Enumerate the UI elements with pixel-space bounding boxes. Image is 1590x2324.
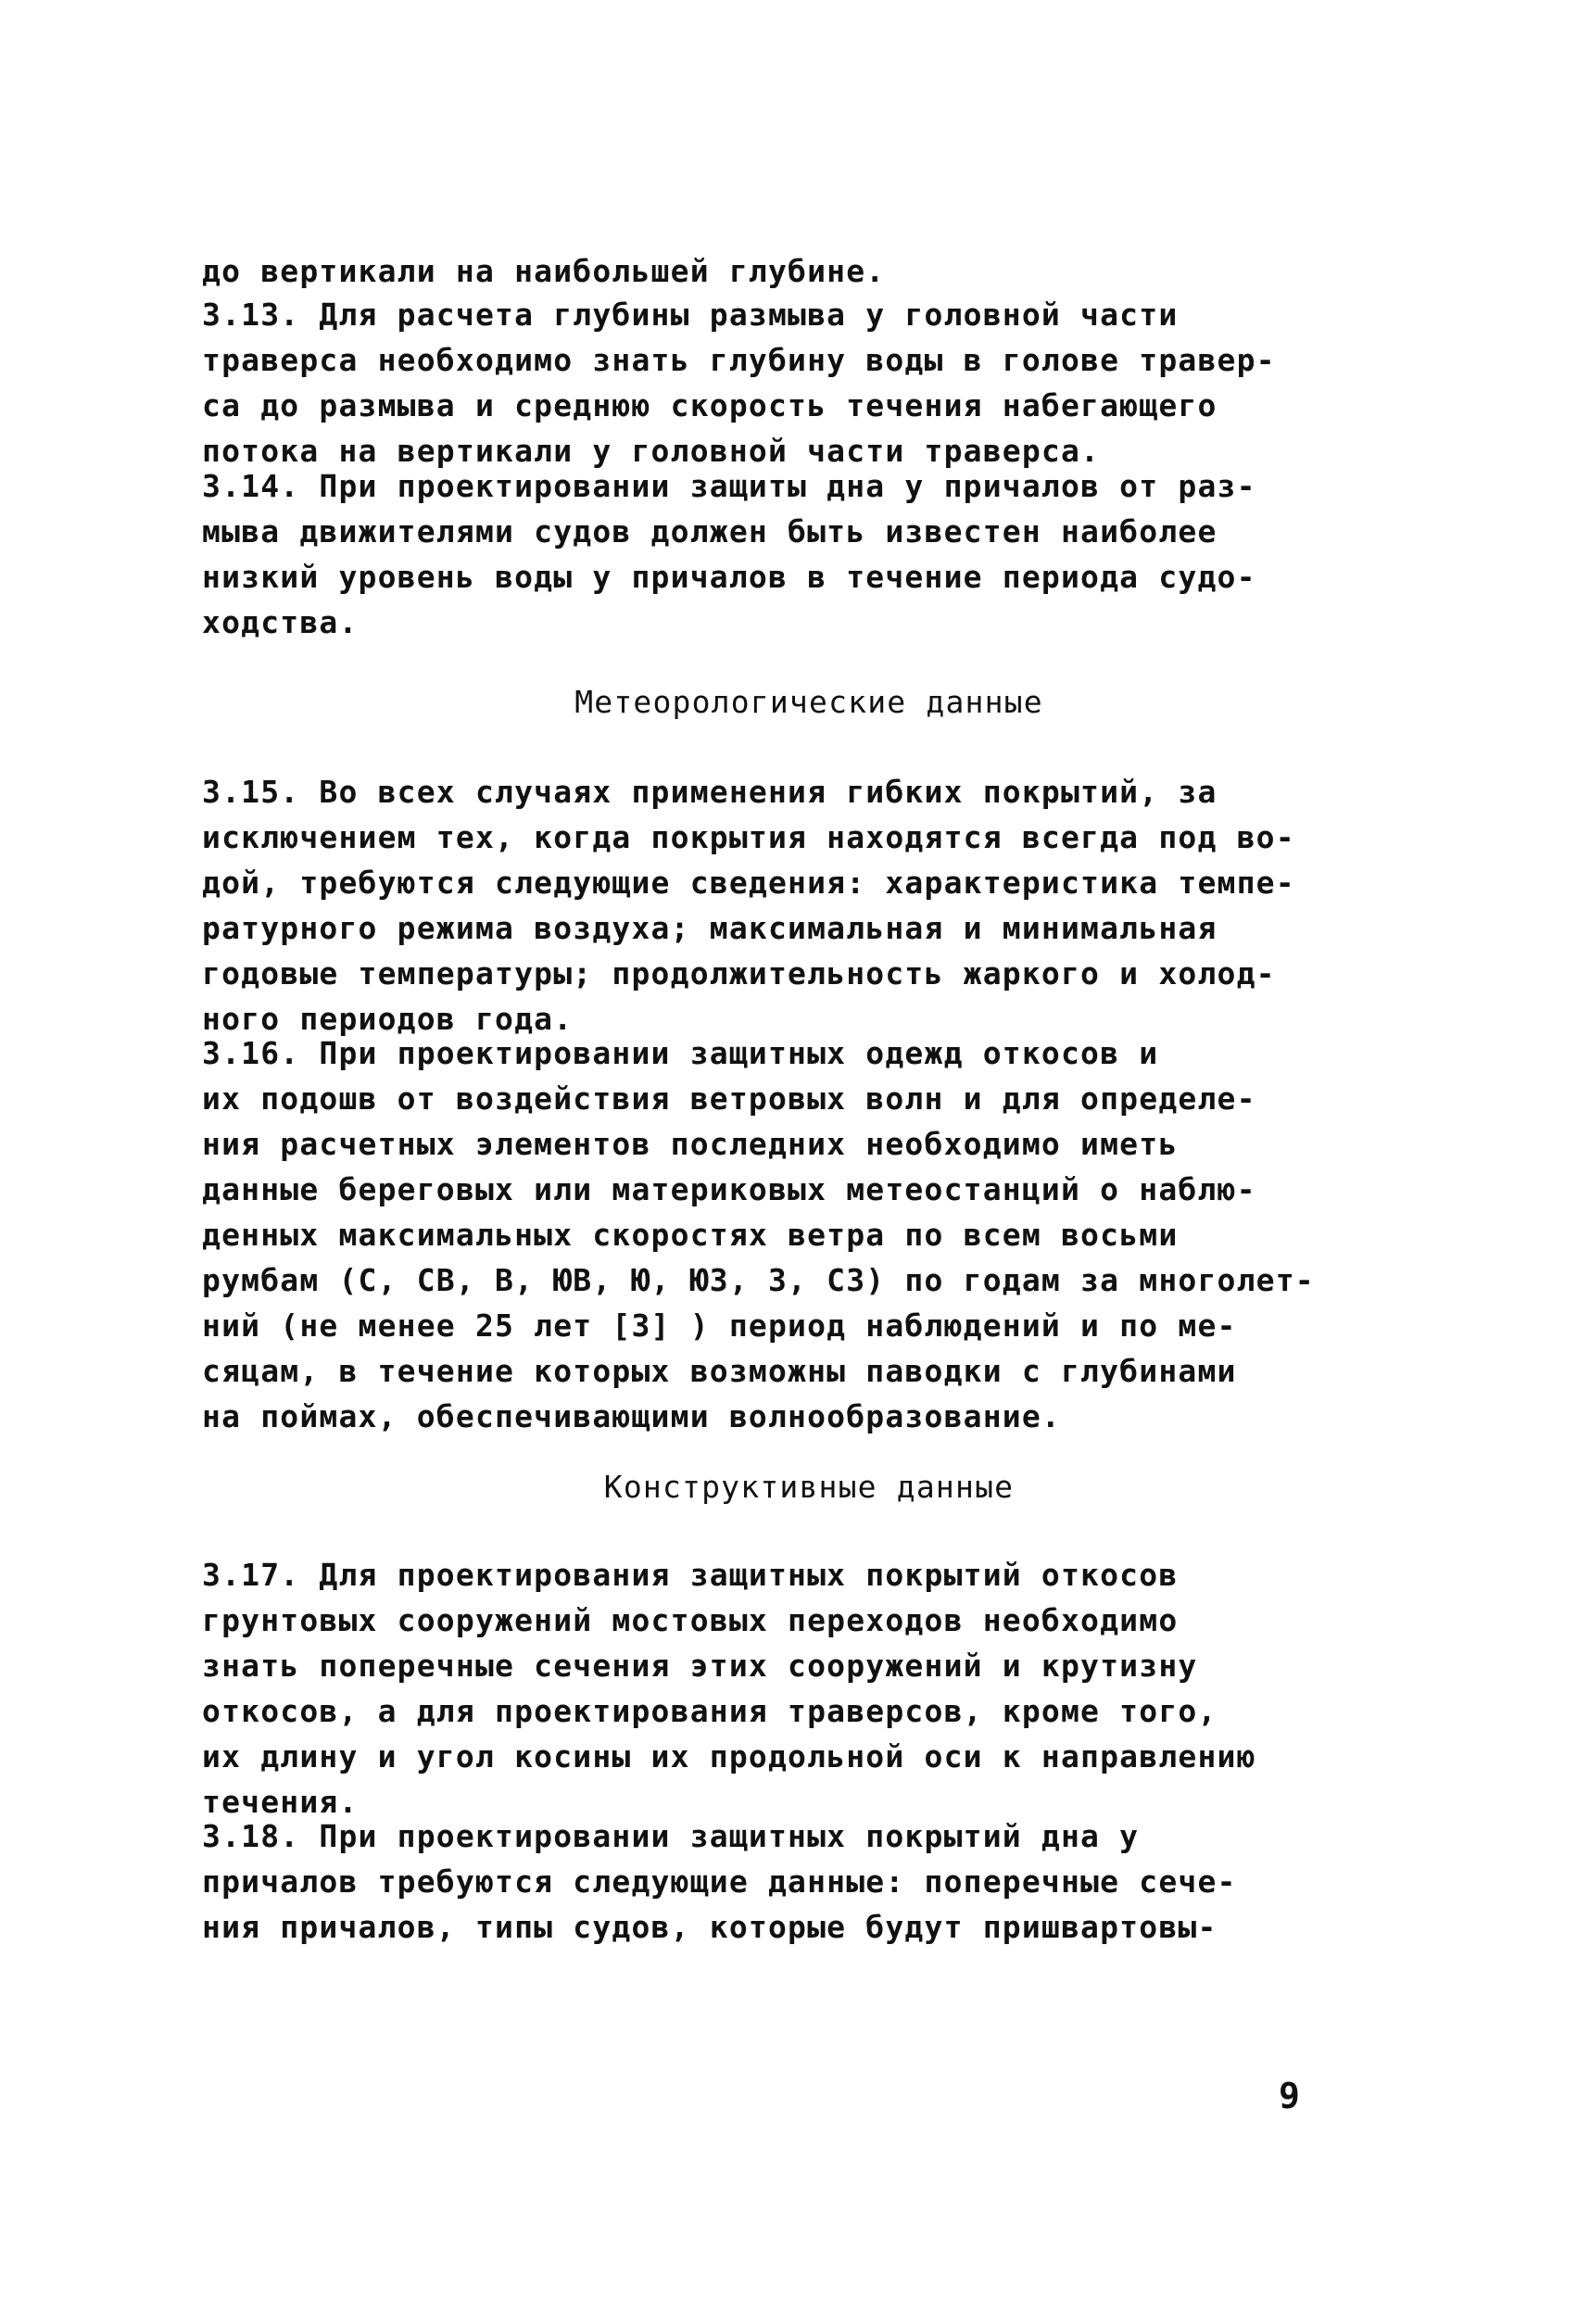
paragraph-3-17: 3.17. Для проектирования защитных покрытий откосов грунтовых сооружений мостовых переходов необходимо знать поперечные сечения этих сооружений и крутизну откосов, а для проектирования траверсов, кроме того, их длину и угол косины их продольной оси к направлению течения. bbox=[202, 1557, 1256, 1820]
paragraph-3-15: 3.15. Во всех случаях применения гибких покрытий, за исключением тех, когда покрытия находятся всегда под во- дой, требуются следующие сведения: характеристика темпе- ратурного режима воздуха; максимальная и минимальная годовые температуры; продолжительность жаркого и холод- ного периодов года. bbox=[202, 774, 1295, 1037]
heading-meteorological-data: Метеорологические данные bbox=[574, 684, 1043, 720]
paragraph-3-13: 3.13. Для расчета глубины размыва у головной части траверса необходимо знать глубину воды в голове травер- са до размыва и среднюю скорость течения набегающего потока на вертикали у головной части траверса. bbox=[202, 297, 1276, 469]
paragraph-3-14: 3.14. При проектировании защиты дна у причалов от раз- мыва движителями судов должен быть известен наиболее низкий уровень воды у причалов в течение периода судо- ходства. bbox=[202, 468, 1256, 640]
heading-constructive-data: Конструктивные данные bbox=[603, 1469, 1015, 1505]
paragraph-continuation: до вертикали на наибольшей глубине. bbox=[202, 253, 886, 289]
paragraph-3-16: 3.16. При проектировании защитных одежд откосов и их подошв от воздействия ветровых волн и для определе- ния расчетных элементов последних необходимо иметь данные береговых или материковых метеостанций о наблю- денных максимальных скоростях ветра по всем восьми румбам (С, СВ, В, ЮВ, Ю, ЮЗ, З, СЗ) по годам за многолет- ний (не менее 25 лет [3] ) период наблюдений и по ме- сяцам, в течение которых возможны паводки с глубинами на поймах, обеспечивающими волнообразование. bbox=[202, 1035, 1315, 1434]
paragraph-3-18: 3.18. При проектировании защитных покрытий дна у причалов требуются следующие данные: поперечные сече- ния причалов, типы судов, которые будут пришвартовы- bbox=[202, 1818, 1237, 1945]
page-number: 9 bbox=[1279, 2076, 1300, 2116]
